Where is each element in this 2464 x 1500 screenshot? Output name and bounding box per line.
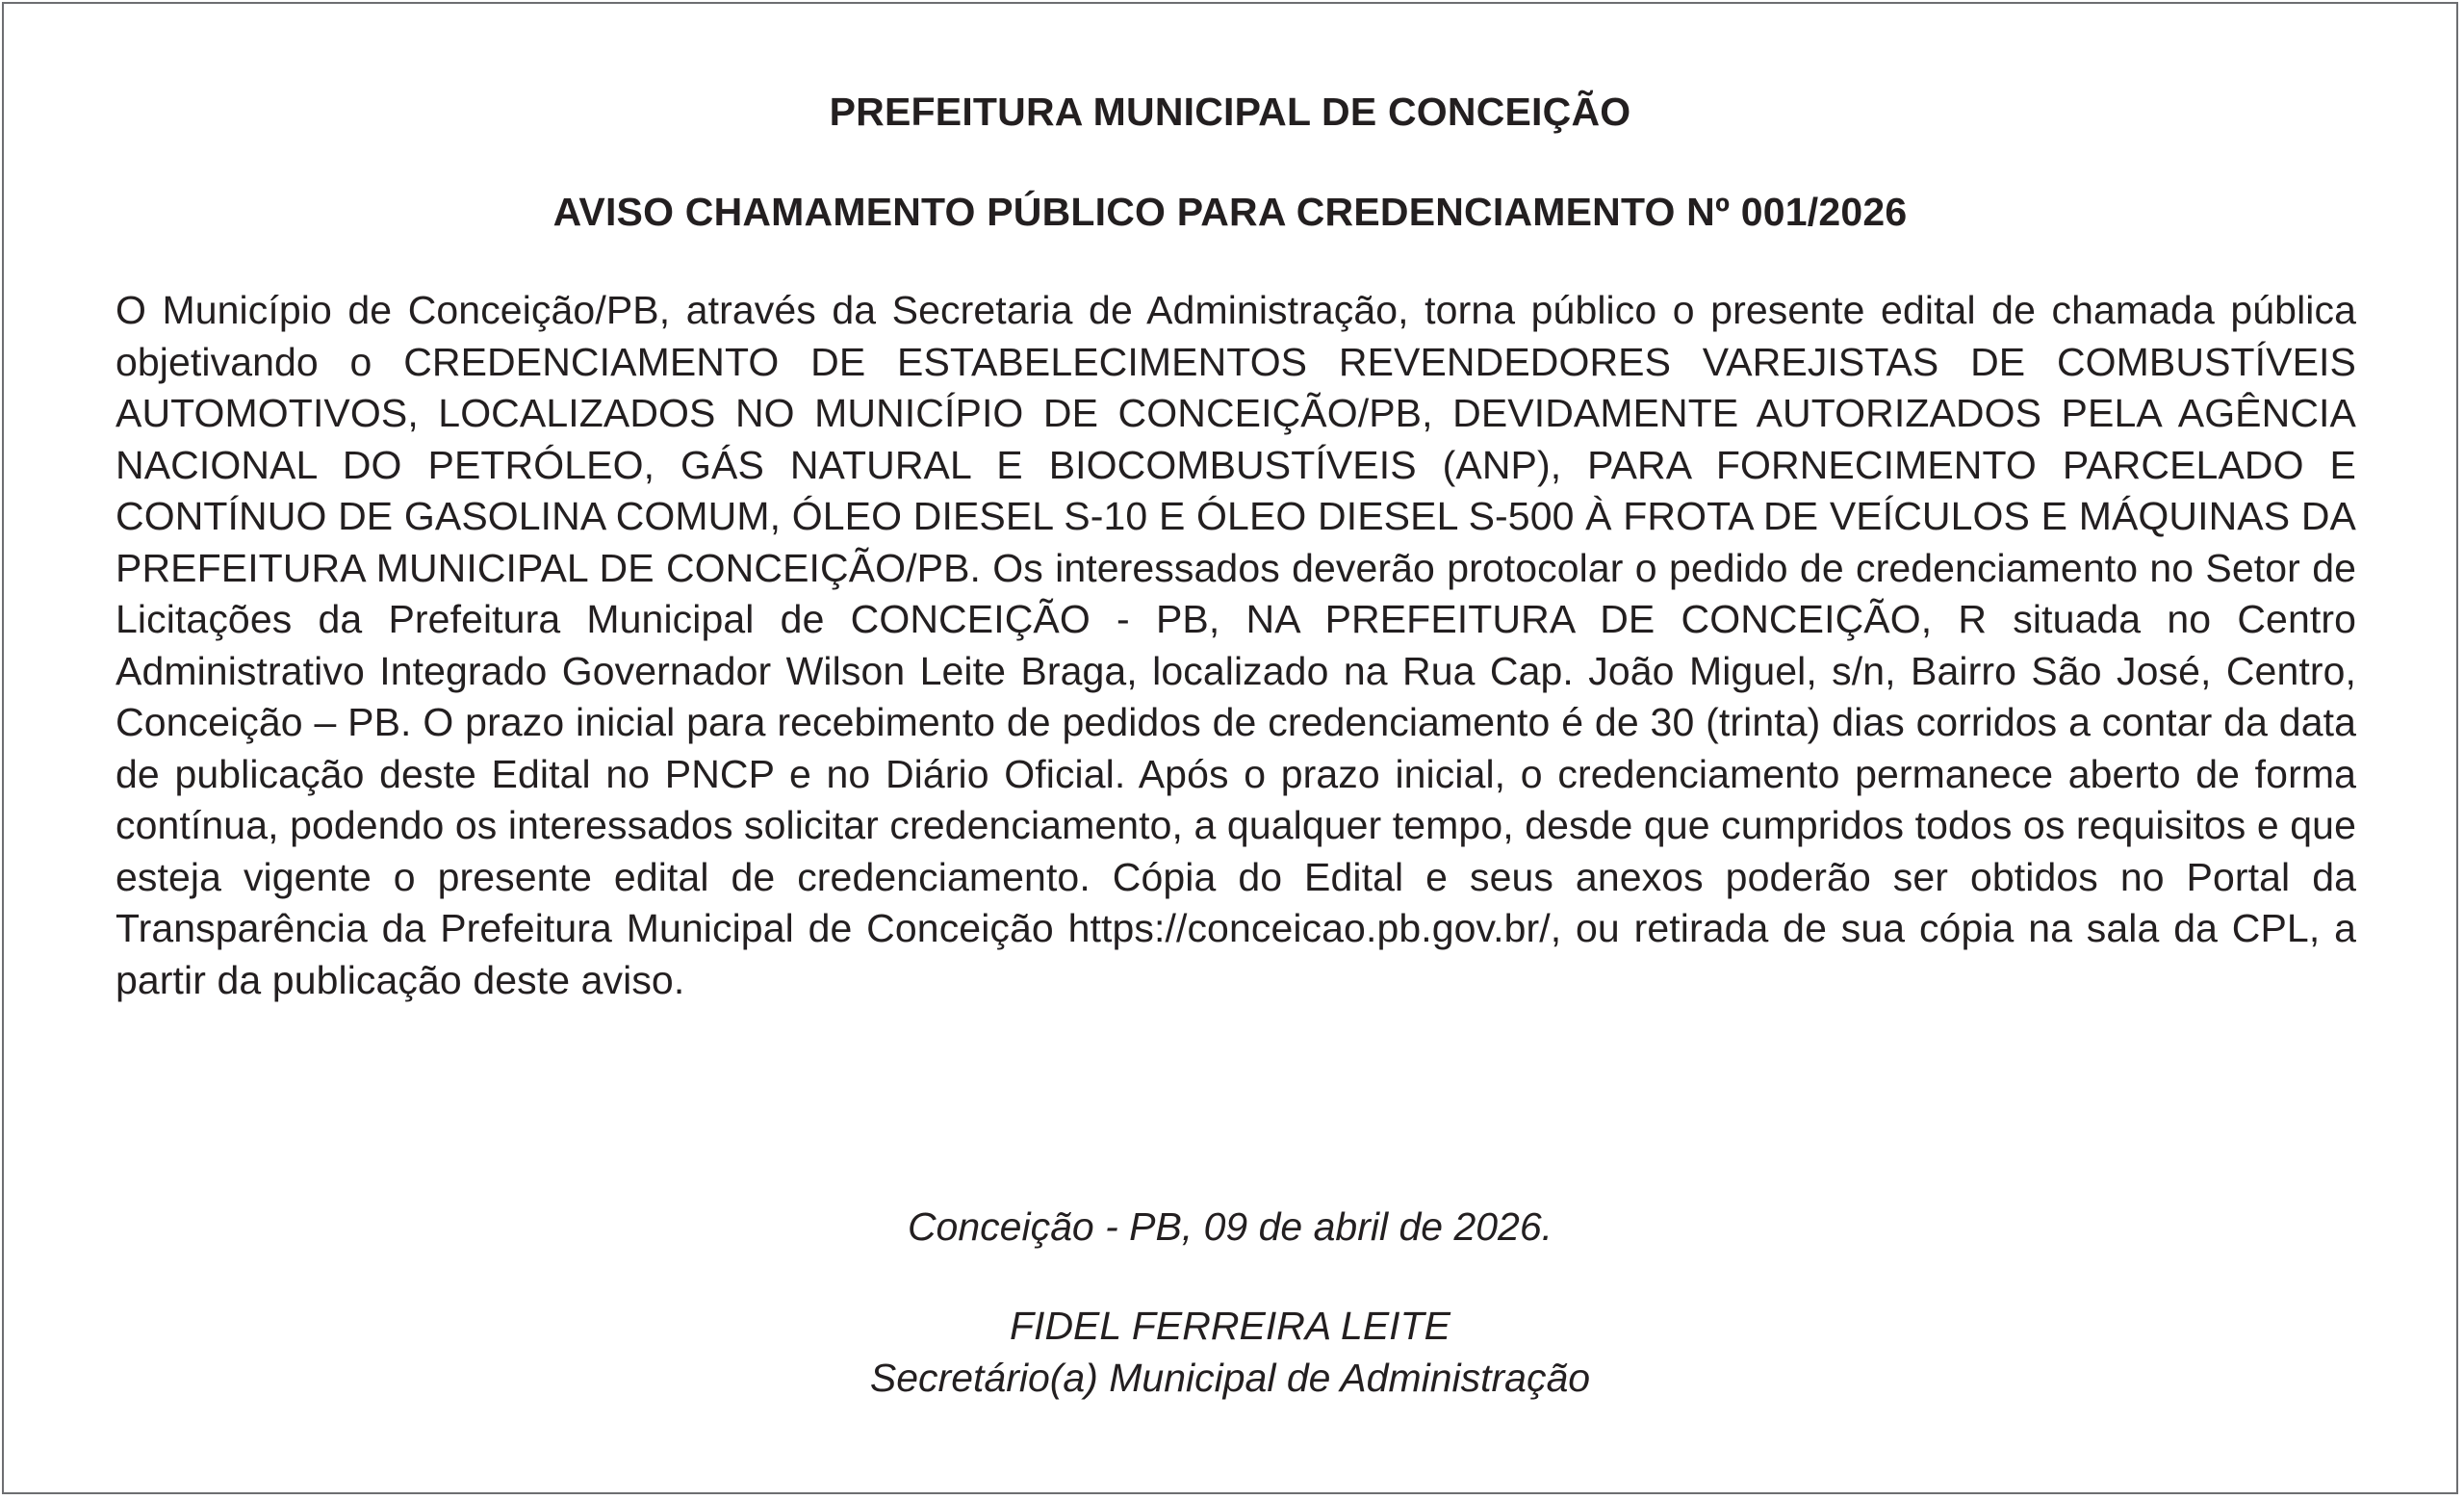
notice-body: O Município de Conceição/PB, através da Secretaria de Administração, torna público o presente edital de chamada pública objetivando o CREDENCIAMENTO DE ESTABELECIMENTOS REVENDEDORES VAREJISTAS DE COMBUSTÍVEIS AUTOMOTIVOS, LOCALIZADOS NO MUNICÍPIO DE CONCEIÇÃO/PB, DEVIDAMENTE AUTORIZADOS PELA AGÊNCIA NACIONAL DO PETRÓLEO, GÁS NATURAL E BIOCOMBUSTÍVEIS (ANP), PARA FORNECIMENTO PARCELADO E CONTÍNUO DE GASOLINA COMUM, ÓLEO DIESEL S-10 E ÓLEO DIESEL S-500 À FROTA DE VEÍCULOS E MÁQUINAS DA PREFEITURA MUNICIPAL DE CONCEIÇÃO/PB. Os interessados deverão protocolar o pedido de credenciamento no Setor de Licitações da Prefeitura Municipal de CONCEIÇÃO - PB, NA PREFEITURA DE CONCEIÇÃO, R situada no Centro Administrativo Integrado Governador Wilson Leite Braga, localizado na Rua Cap. João Miguel, s/n, Bairro São José, Centro, Conceição – PB. O prazo inicial para recebimento de pedidos de credenciamento é de 30 (trinta) dias corridos a contar da data de publicação deste Edital no PNCP e no Diário Oficial. Após o prazo inicial, o credenciamento permanece aberto de forma contínua, podendo os interessados solicitar credenciamento, a qualquer tempo, desde que cumpridos todos os requisitos e que esteja vigente o presente edital de credenciamento. Cópia do Edital e seus anexos poderão ser obtidos no Portal da Transparência da Prefeitura Municipal de Conceição https://conceicao.pb.gov.br/, ou retirada de sua cópia na sala da CPL, a partir da publicação deste aviso. [116, 288, 2356, 1002]
signatory-name: FIDEL FERREIRA LEITE [1010, 1304, 1450, 1348]
notice-frame [2, 2, 2458, 1494]
page-title: PREFEITURA MUNICIPAL DE CONCEIÇÃO [829, 90, 1631, 134]
signatory-role: Secretário(a) Municipal de Administração [869, 1356, 1591, 1400]
place-date: Conceição - PB, 09 de abril de 2026. [907, 1204, 1553, 1249]
notice-subtitle: AVISO CHAMAMENTO PÚBLICO PARA CREDENCIAMENTO Nº 001/2026 [552, 190, 1908, 234]
